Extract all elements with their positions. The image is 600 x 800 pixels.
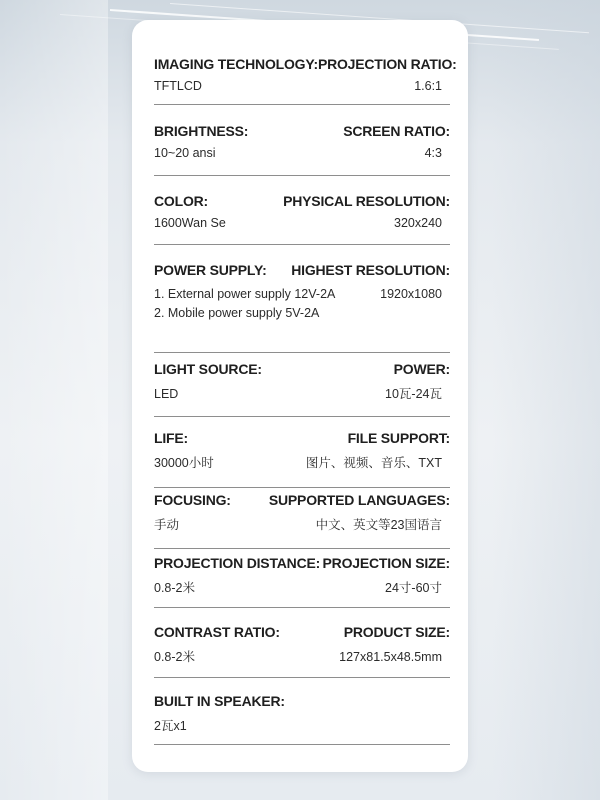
spec-value-file-support: 图片、视频、音乐、TXT [305,456,442,470]
spec-section-life [154,430,450,488]
spec-value-power-supply-line-1: 1. External power supply 12V-2A [154,287,336,301]
spec-label-color: COLOR: [154,193,209,209]
spec-section-power-supply [154,262,450,353]
spec-section-imaging [154,56,457,105]
spec-label-supported-languages: SUPPORTED LANGUAGES: [268,492,450,508]
spec-value-imaging-technology: TFTLCD [154,79,202,93]
spec-value-projection-size: 24寸-60寸 [385,581,442,595]
spec-label-product-size: PRODUCT SIZE: [343,624,450,640]
spec-value-color: 1600Wan Se [154,216,226,230]
spec-value-supported-languages: 中文、英文等23国语言 [315,518,442,532]
spec-value-focusing: 手动 [154,518,180,532]
spec-section-built-in-speaker [154,693,450,745]
spec-value-brightness: 10~20 ansi [154,146,216,160]
spec-label-file-support: FILE SUPPORT: [347,430,450,446]
spec-label-projection-distance: PROJECTION DISTANCE: [154,555,321,571]
spec-section-light-source [154,361,450,417]
spec-label-projection-ratio: PROJECTION RATIO: [317,56,457,72]
spec-label-imaging-technology: IMAGING TECHNOLOGY: [154,56,318,72]
spec-label-power: POWER: [393,361,450,377]
spec-card [132,20,468,772]
spec-label-projection-size: PROJECTION SIZE: [322,555,450,571]
spec-label-power-supply: POWER SUPPLY: [154,262,267,278]
spec-label-physical-resolution: PHYSICAL RESOLUTION: [283,193,450,209]
spec-value-highest-resolution: 1920x1080 [380,287,442,301]
spec-value-power: 10瓦-24瓦 [385,387,442,401]
spec-value-product-size: 127x81.5x48.5mm [339,650,442,664]
spec-value-contrast-ratio: 0.8-2米 [154,650,195,664]
spec-label-highest-resolution: HIGHEST RESOLUTION: [291,262,450,278]
spec-section-projection-distance [154,555,450,608]
spec-label-brightness: BRIGHTNESS: [154,123,249,139]
spec-label-built-in-speaker: BUILT IN SPEAKER: [154,693,285,709]
spec-section-contrast-ratio [154,624,450,678]
spec-value-built-in-speaker: 2瓦x1 [154,719,187,733]
spec-label-contrast-ratio: CONTRAST RATIO: [154,624,280,640]
spec-section-brightness [154,123,450,176]
spec-value-light-source: LED [154,387,179,401]
spec-section-focusing [154,492,450,549]
spec-label-light-source: LIGHT SOURCE: [154,361,262,377]
spec-value-power-supply-line-2: 2. Mobile power supply 5V-2A [154,306,320,320]
spec-section-color [154,193,450,245]
spec-label-screen-ratio: SCREEN RATIO: [343,123,450,139]
spec-value-physical-resolution: 320x240 [394,216,442,230]
spec-value-projection-distance: 0.8-2米 [154,581,195,595]
spec-label-life: LIFE: [154,430,188,446]
background-left-glow [0,0,108,800]
spec-value-projection-ratio: 1.6:1 [414,79,442,93]
background-right-shade [492,0,600,800]
spec-label-focusing: FOCUSING: [154,492,231,508]
spec-value-screen-ratio: 4:3 [424,146,442,160]
spec-value-life: 30000小时 [154,456,214,470]
